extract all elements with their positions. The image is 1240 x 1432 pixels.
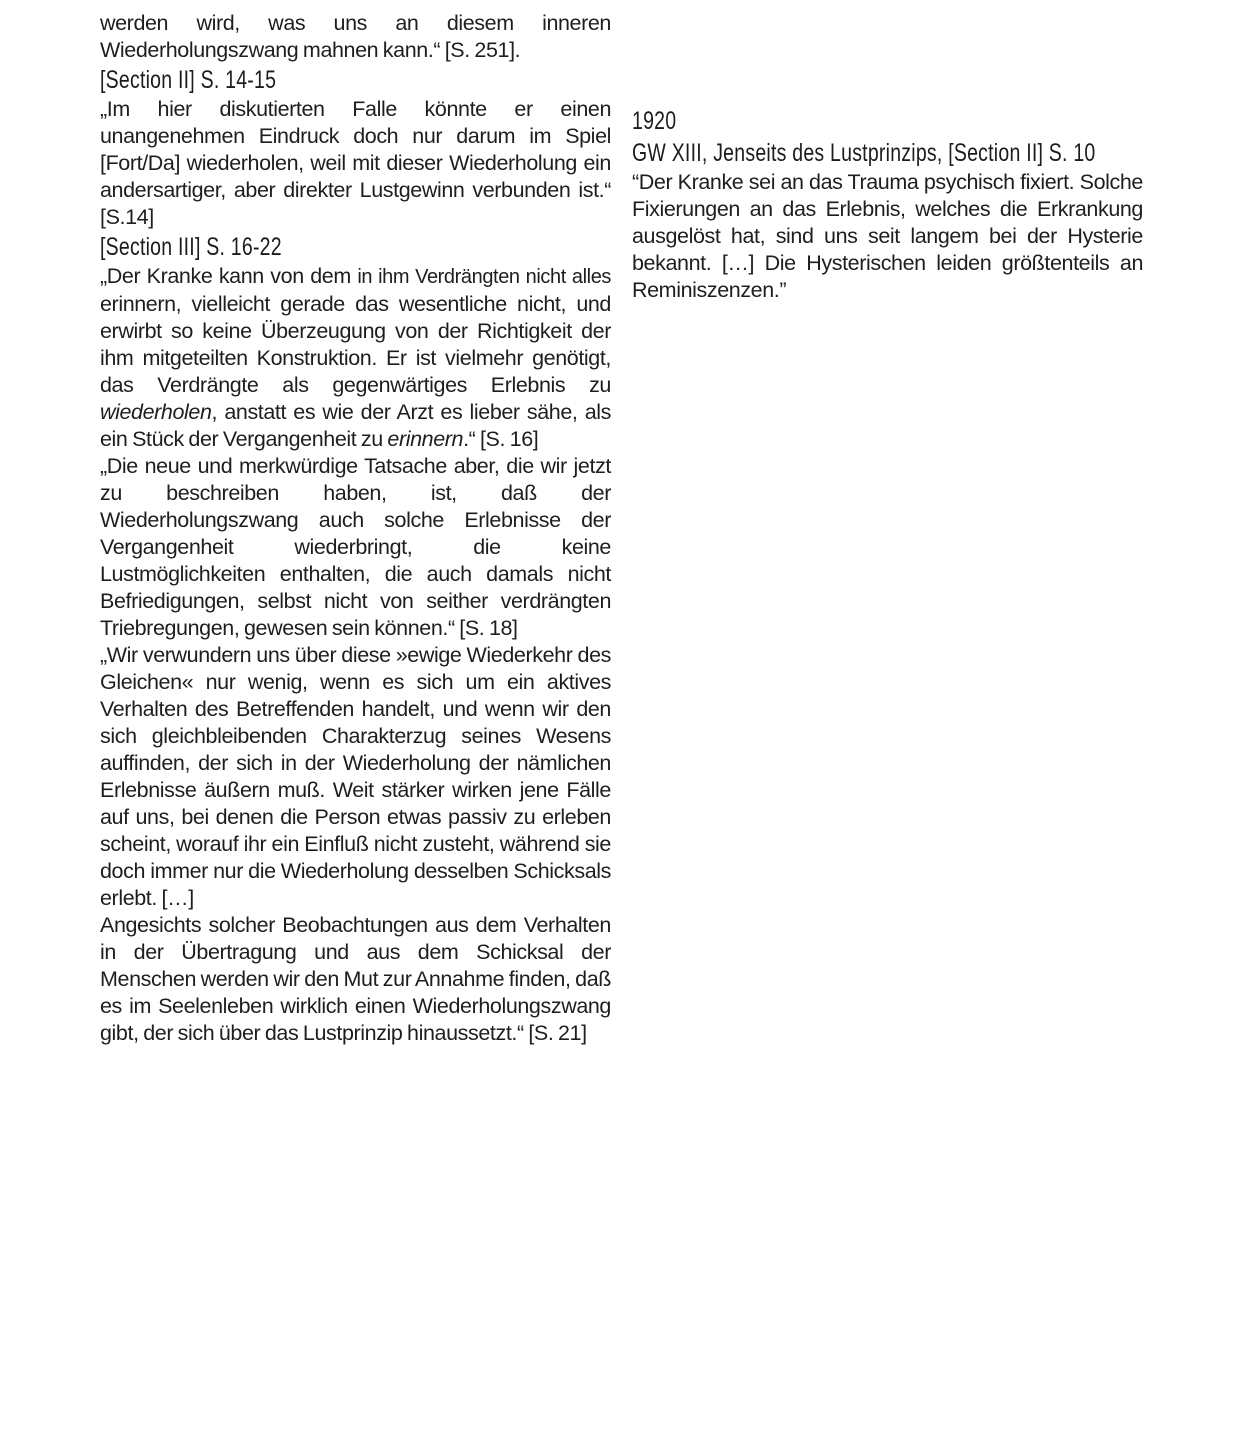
- section-3-quote-paragraph-1: [100, 263, 611, 453]
- section-2-quote-paragraph: „Im hier diskutierten Falle könnte er einen unangenehmen Eindruck doch nur darum im Spiel [Fort/Da] wiederholen, weil mit dieser Wiederholung ein andersartiger, aber direkter Lustgewinn verbunden ist.“ [S.14]: [100, 97, 611, 229]
- section-2-heading-text: [Section II] S. 14-15: [100, 66, 277, 94]
- section-3-heading-text: [Section III] S. 16-22: [100, 233, 282, 261]
- quote1-text-run: .“ [S. 16]: [463, 427, 539, 451]
- year-heading-text: 1920: [632, 107, 677, 135]
- section-3-quote-paragraph-2: „Die neue und merkwürdige Tatsache aber, die wir jetzt zu beschreiben haben, ist, daß der Wiederholungszwang auch solche Erlebnisse der Vergangenheit wiederbringt, die keine Lustmöglichkeiten enthalten, die auch damals nicht Befriedigungen, selbst nicht von seither verdrängten Triebregungen, gewesen sein können.“ [S. 18]: [100, 454, 611, 640]
- quote1-text-run: , anstatt es wie der Arzt es lieber sähe, als ein Stück der Vergangenheit zu: [100, 400, 611, 451]
- right-column: [632, 105, 1143, 304]
- source-heading-text: GW XIII, Jenseits des Lustprinzips, [Section II] S. 10: [632, 139, 1096, 167]
- section-3-quote-paragraph-3: „Wir verwundern uns über diese »ewige Wiederkehr des Gleichen« nur wenig, wenn es sich um ein aktives Verhalten des Betreffenden handelt, und wenn wir den sich gleichbleibenden Charakterzug seines Wesens auffinden, der sich in der Wiederholung der nämlichen Erlebnisse äußern muß. Weit stärker wirken jene Fälle auf uns, bei denen die Person etwas passiv zu erleben scheint, worauf ihr ein Einfluß nicht zusteht, während sie doch immer nur die Wiederholung desselben Schicksals erlebt. […]: [100, 643, 611, 910]
- section-3-quote-paragraph-4: Angesichts solcher Beobachtungen aus dem Verhalten in der Übertragung und aus dem Schicksal der Menschen werden wir den Mut zur Annahme finden, daß es im Seelenleben wirklich einen Wiederholungszwang gibt, der sich über das Lustprinzip hinaussetzt.“ [S. 21]: [100, 913, 611, 1045]
- quote1-italic-erinnern: erinnern: [387, 427, 464, 451]
- quote1-alt-font-run: in ihm Verdrängten nicht alles: [357, 266, 612, 288]
- quote1-italic-wiederholen: wiederholen: [100, 400, 212, 424]
- source-heading: [632, 137, 1143, 169]
- source-quote-paragraph: “Der Kranke sei an das Trauma psychisch fixiert. Solche Fixierungen an das Erlebnis, welches die Erkrankung ausgelöst hat, sind uns seit langem bei der Hysterie bekannt. […] Die Hysterischen leiden größtenteils an Reminiszenzen.”: [632, 170, 1143, 302]
- section-3-heading: [100, 231, 611, 263]
- year-heading: [632, 105, 1143, 137]
- quote1-text-run: „Der Kranke kann von dem: [100, 264, 358, 288]
- continuation-paragraph: werden wird, was uns an diesem inneren Wiederholungszwang mahnen kann.“ [S. 251].: [100, 11, 611, 62]
- quote1-text-run: erinnern, vielleicht gerade das wesentliche nicht, und erwirbt so keine Überzeugung von der Richtigkeit der ihm mitgeteilten Konstruktion. Er ist vielmehr genötigt, das Verdrängte als gegenwärtiges Erlebnis zu: [100, 292, 611, 397]
- left-column: [100, 10, 611, 1047]
- section-2-heading: [100, 64, 611, 96]
